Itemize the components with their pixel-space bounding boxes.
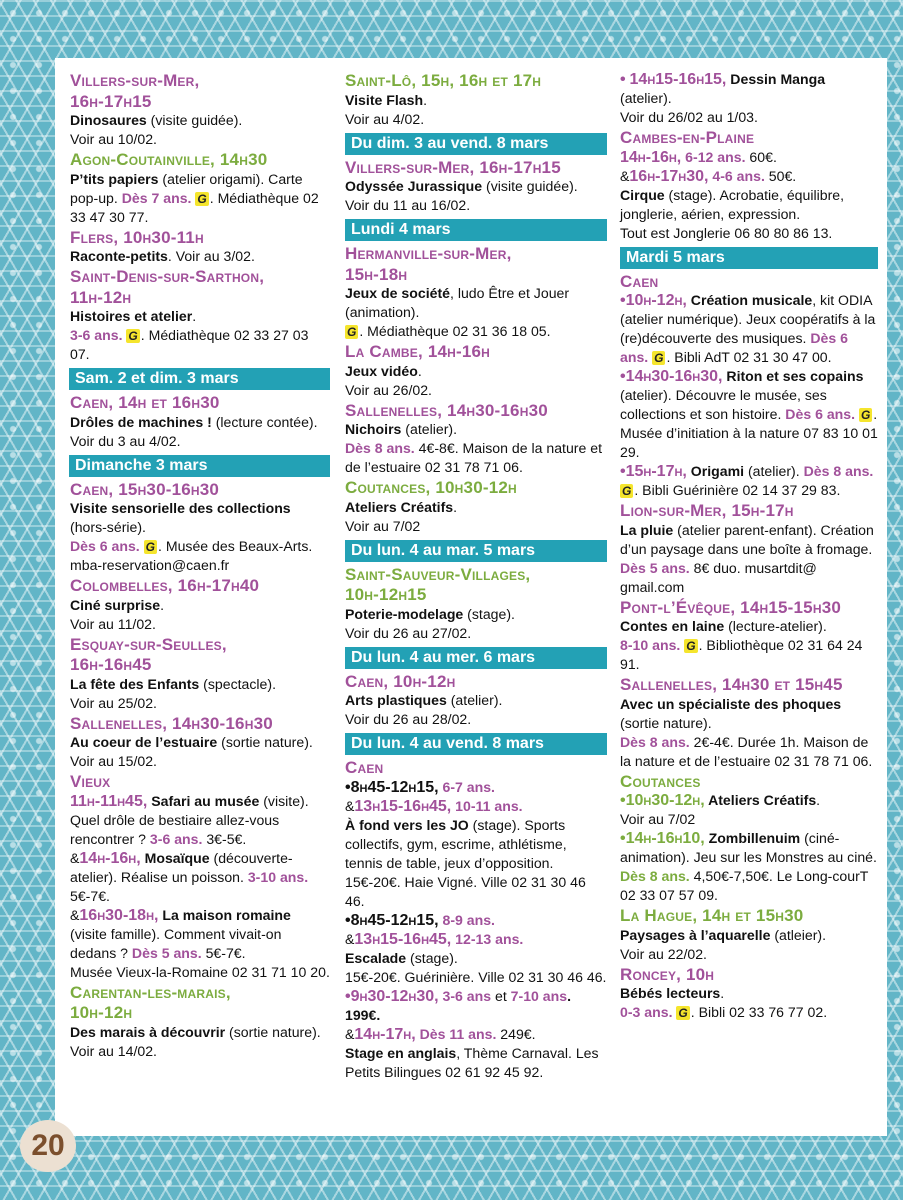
event-description (70, 307, 330, 364)
event-detail: (visite guidée). (482, 178, 578, 194)
event-detail: (spectacle). (199, 675, 276, 692)
ampersand: & (620, 167, 630, 184)
event-title: Drôles de machines ! (70, 413, 212, 430)
event-title: Bébés lecteurs (620, 985, 721, 1001)
bullet: • (620, 292, 626, 309)
column-2 (345, 70, 607, 1082)
age-badge: 3-6 ans. (149, 830, 203, 847)
bullet: • (345, 987, 351, 1005)
event-location: Sallenelles, 14h30-16h30 (70, 713, 273, 733)
event-description (70, 413, 330, 432)
event-detail: (lecture contée). (211, 413, 318, 430)
event-title: Jeux vidéo (345, 362, 418, 379)
age-badge: Dès 11 ans. (415, 1025, 497, 1042)
event-title: Contes en laine (620, 618, 725, 634)
event-title: La maison romaine (162, 906, 291, 923)
event-time: 10h-12h (70, 1003, 133, 1022)
event-location: Saint-Denis-sur-Sarthon, (70, 267, 265, 286)
event-location: Flers, 10h30-11h (70, 227, 204, 247)
event-title: Poterie-modelage (345, 605, 464, 622)
event-detail: , kit ODIA (atelier numérique). Jeux coopératifs à la (re)découverte des musiques. (620, 292, 876, 346)
event-detail: (atelier). (446, 692, 503, 708)
event-location: Caen, 14h et 16h30 (70, 393, 220, 412)
event-note: Voir du 3 au 4/02. (70, 432, 181, 449)
session-time: 14h-16h, (79, 849, 141, 867)
free-g-badge: G (686, 639, 696, 653)
ampersand: & (345, 797, 355, 814)
age-badge: Dès 6 ans. (620, 330, 848, 365)
event-price: 249€. (496, 1025, 536, 1042)
event-title: Cirque (620, 186, 665, 203)
page-sheet (55, 58, 887, 1136)
event-title: Dessin Manga (726, 71, 826, 87)
event-detail: , ludo Être et Jouer (animation). (345, 285, 570, 320)
event-time: 15h-18h (345, 264, 408, 284)
event-info: . Musée des Beaux-Arts. mba-reservation@caen.fr (70, 538, 313, 573)
event-info-line (620, 1003, 878, 1022)
event-description (620, 521, 878, 597)
event-description (345, 605, 607, 624)
free-g-badge: G (347, 325, 357, 339)
date-banner: Du lun. 4 au vend. 8 mars (345, 733, 607, 755)
event-title: Ateliers Créatifs (704, 792, 817, 808)
event-time: 16h-16h45 (70, 655, 152, 674)
event-detail: (atelier). Découvre le musée, ses collections et son histoire. (620, 387, 827, 422)
bullet: • (620, 830, 626, 847)
free-g-badge: G (128, 329, 138, 343)
event-location: Caen, 10h-12h (345, 671, 456, 691)
event-title: Odyssée Jurassique (345, 178, 483, 194)
age-badge: 8-10 ans. (620, 637, 681, 653)
age-badge: Dès 8 ans. (803, 463, 874, 479)
page-number: 20 (20, 1120, 76, 1172)
event-info: . Voir au 3/02. (167, 248, 255, 264)
event-title: Paysages à l’aquarelle (620, 926, 771, 943)
event-info: . Bibli 02 33 76 77 02. (690, 1004, 828, 1020)
age-badge: Dès 5 ans. (620, 559, 690, 576)
event-title: Zombillenuim (704, 830, 801, 846)
ampersand: & (70, 849, 80, 866)
event-title: Escalade (345, 949, 407, 966)
age-badge: 4-6 ans. (708, 167, 765, 184)
event-info: . Musée d’initiation à la nature 07 83 10 01 29. (620, 406, 878, 460)
event-description (70, 596, 330, 615)
event-location: Caen, 15h30-16h30 (70, 479, 220, 499)
event-title: Visite sensorielle des collections (70, 500, 291, 516)
event-location: Caen (620, 271, 659, 291)
event-title: Visite Flash (345, 91, 424, 108)
free-g-badge: G (860, 408, 871, 422)
event-location: Cambes-en-Plaine (620, 128, 755, 147)
event-info: . (417, 362, 422, 379)
event-punct: . (192, 308, 197, 324)
event-title: Mosaïque (144, 849, 210, 866)
event-session (620, 148, 878, 167)
event-location: Caen (345, 758, 384, 777)
event-info: . Bibli AdT 02 31 30 47 00. (666, 349, 832, 365)
session-time: 14h-16h10, (625, 830, 705, 847)
event-location: Saint-Sauveur-Villages, (345, 564, 531, 584)
event-title: Arts plastiques (345, 692, 447, 708)
event-info: Tout est Jonglerie 06 80 80 86 13. (620, 224, 833, 241)
event-note: Voir du 26/02 au 1/03. (620, 109, 758, 125)
event-session (620, 462, 878, 500)
date-banner: Sam. 2 et dim. 3 mars (69, 368, 330, 390)
session-time: 8h45-12h15, (350, 778, 439, 796)
event-time: 10h-12h15 (345, 585, 427, 604)
free-g-badge: G (145, 540, 155, 554)
session-time: 13h15-16h45, (354, 797, 452, 815)
event-detail: (stage). Sports collectifs, gym, escrime, athlétisme, tennis de table, jeux d’opposition. 15€-20€. Haie Vigné. Ville 02 31 30 46 46. (345, 816, 586, 909)
event-location: Vieux (70, 772, 111, 791)
age-badge: Dès 8 ans. (620, 733, 690, 750)
event-location: Villers-sur-Mer, (70, 71, 200, 90)
event-description (70, 733, 330, 771)
event-info: . Médiathèque 02 33 47 30 77. (70, 189, 319, 225)
free-g-badge: G (197, 191, 207, 206)
event-note: Voir au 11/02. (70, 615, 156, 632)
date-banner: Mardi 5 mars (620, 247, 878, 269)
event-note: Voir au 7/02 (620, 811, 696, 827)
event-session (345, 778, 607, 797)
date-banner: Dimanche 3 mars (69, 455, 330, 477)
age-badge: Dès 6 ans. (70, 538, 140, 554)
ampersand: & (345, 1025, 355, 1042)
session-time: 14h-16h, (620, 148, 682, 166)
event-title: Safari au musée (151, 792, 260, 809)
event-info: 15€-20€. Guérinière. Ville 02 31 30 46 46. (345, 968, 607, 985)
ampersand: & (70, 906, 80, 923)
event-time: 11h-12h (70, 287, 132, 307)
event-description (620, 695, 878, 771)
session-time: 13h15-16h45, (354, 930, 452, 948)
event-price: . 199€. (345, 987, 571, 1023)
event-detail: (ciné-animation). Jeu sur les Monstres au ciné. (620, 830, 877, 865)
date-banner: Du lun. 4 au mar. 5 mars (345, 540, 607, 562)
event-detail: (hors-série). (70, 519, 146, 535)
event-location: Saint-Lô, 15h, 16h et 17h (345, 71, 542, 90)
event-location: Sallenelles, 14h30 et 15h45 (620, 675, 843, 694)
session-time: 15h-17h, (625, 463, 687, 480)
session-time: 14h30-16h30, (625, 368, 723, 385)
age-badge: Dès 8 ans. (620, 868, 690, 884)
event-location: Colombelles, 16h-17h40 (70, 576, 260, 595)
date-banner: Lundi 4 mars (345, 219, 607, 241)
bullet: • (345, 911, 351, 929)
event-info: Musée Vieux-la-Romaine 02 31 71 10 20. (70, 963, 330, 980)
event-info: . Bibli Guérinière 02 14 37 29 83. (634, 482, 841, 498)
age-badge: 12-13 ans. (451, 930, 524, 947)
bullet: • (620, 71, 626, 88)
event-detail: (atleier). (770, 926, 827, 943)
age-badge: 8-9 ans. (438, 911, 495, 928)
event-description (70, 247, 330, 266)
event-price: 3€-5€. (202, 830, 247, 847)
event-description (70, 111, 330, 130)
event-session (345, 930, 607, 949)
event-location: La Cambe, 14h-16h (345, 342, 491, 361)
event-session (620, 291, 878, 367)
bullet: • (620, 792, 626, 809)
event-note: Voir du 26 au 28/02. (345, 711, 472, 727)
event-title: Au coeur de l’estuaire (70, 734, 218, 750)
conjunction: et (491, 987, 511, 1004)
free-g-badge: G (678, 1006, 688, 1020)
event-info: 4,50€-7,50€. Le Long-courT 02 33 07 57 09. (620, 868, 869, 903)
event-detail: (atelier parent-enfant). Création d’un paysage dans une boîte à fromage. (620, 521, 874, 557)
event-location: Lion-sur-Mer, 15h-17h (620, 501, 794, 520)
event-punct: . (720, 985, 725, 1001)
event-detail: (découverte-atelier). Réalise un poisson. (70, 849, 293, 885)
event-detail: (stage). Acrobatie, équilibre, jonglerie, aérien, expression. (620, 186, 845, 222)
age-badge: 10-11 ans. (451, 797, 523, 814)
event-note: Voir au 10/02. (70, 131, 157, 147)
event-location: Pont-l’Évêque, 14h15-15h30 (620, 597, 842, 617)
age-badge: 6-12 ans. (681, 148, 746, 165)
event-detail: (atelier origami). Carte pop-up. (70, 170, 303, 206)
event-description (345, 691, 607, 710)
event-title: Raconte-petits (70, 248, 168, 264)
event-detail: (atelier). (401, 421, 457, 437)
event-note: Voir au 22/02. (620, 945, 707, 962)
age-badge: Dès 7 ans. (121, 189, 192, 206)
event-price: 50€. (764, 167, 797, 184)
event-info: . Médiathèque 02 31 36 18 05. (359, 323, 551, 339)
event-location: Agon-Coutainville, 14h30 (70, 150, 268, 169)
age-badge: 0-3 ans. (620, 1004, 673, 1020)
session-time: 10h30-12h, (625, 792, 705, 809)
event-session (345, 797, 607, 816)
session-time: 11h-11h45, (70, 792, 148, 810)
event-title: Riton et ses copains (722, 368, 864, 384)
event-location: Esquay-sur-Seulles, (70, 634, 227, 654)
event-info: 8€ duo. musartdit@ gmail.com (620, 559, 817, 595)
event-session (345, 987, 607, 1025)
event-description (620, 984, 878, 1003)
event-title: La fête des Enfants (70, 675, 200, 692)
event-description (620, 617, 878, 674)
event-title: Dinosaures (70, 112, 147, 128)
event-session (620, 167, 878, 186)
event-description (70, 675, 330, 694)
event-session (345, 911, 607, 930)
session-time: 14h-17h, (354, 1025, 416, 1043)
bullet: • (620, 463, 626, 480)
event-title: Création musicale (686, 292, 813, 308)
event-title: Stage en anglais (345, 1044, 457, 1061)
event-location: La Hague, 14h et 15h30 (620, 906, 804, 925)
event-note: Voir au 26/02. (345, 381, 432, 398)
free-g-badge: G (622, 484, 632, 498)
event-location: Coutances (620, 771, 701, 791)
event-description (620, 926, 878, 945)
event-detail: (visite guidée). (146, 112, 243, 128)
event-description (70, 1023, 330, 1061)
event-session (70, 906, 330, 963)
age-badge: 3-10 ans. (247, 868, 309, 885)
session-time: 9h30-12h30, (350, 987, 439, 1005)
event-title: Jeux de société (345, 285, 450, 301)
event-description (70, 499, 330, 575)
event-title: Ciné surprise (70, 596, 161, 613)
event-title: Avec un spécialiste des phoques (620, 695, 842, 712)
event-price: 60€. (745, 148, 777, 165)
age-badge: Dès 6 ans. (785, 406, 856, 422)
event-location: Carentan-les-marais, (70, 982, 231, 1002)
free-g-badge: G (654, 351, 664, 365)
event-price: 5€-7€. (201, 944, 246, 961)
event-detail: (lecture-atelier). (724, 618, 827, 634)
session-time: 10h-12h, (625, 292, 687, 309)
age-badge: 6-7 ans. (438, 778, 495, 795)
event-description (345, 949, 607, 968)
event-description (345, 498, 607, 517)
event-session (70, 792, 330, 849)
event-session (620, 829, 878, 905)
event-price: 5€-7€. (70, 887, 110, 904)
event-detail: (atelier). (744, 463, 804, 479)
column-1 (70, 70, 330, 1061)
session-time: 16h30-18h, (79, 906, 159, 924)
event-title: Nichoirs (345, 421, 402, 437)
event-title: Histoires et atelier (70, 308, 193, 324)
event-detail: (visite famille). Comment vivait-on dedans ? (70, 925, 282, 961)
age-badge: 7-10 ans (510, 987, 568, 1004)
event-detail: (atelier). (620, 90, 672, 106)
session-time: 8h45-12h15, (350, 911, 439, 929)
event-title: Ateliers Créatifs (345, 498, 454, 515)
event-note: Voir au 4/02. (345, 110, 425, 127)
event-description (345, 91, 607, 110)
event-session (620, 791, 878, 810)
event-location: Villers-sur-Mer, 16h-17h15 (345, 157, 561, 177)
event-description (345, 362, 607, 381)
age-badge: Dès 5 ans. (131, 944, 202, 961)
event-note: Voir au 25/02. (70, 694, 157, 711)
event-location: Hermanville-sur-Mer, (345, 244, 512, 263)
session-time: 14h15-16h15, (629, 71, 727, 88)
event-note: Voir au 7/02 (345, 517, 421, 534)
event-description (345, 816, 607, 911)
event-detail: (sortie nature). (620, 714, 712, 731)
event-session (620, 70, 878, 89)
event-session (345, 1025, 607, 1044)
event-time: 16h-17h15 (70, 91, 152, 111)
event-session (620, 367, 878, 462)
event-note: Voir du 26 au 27/02. (345, 624, 472, 641)
event-info: . (160, 596, 164, 613)
event-detail: , Thème Carnaval. Les Petits Bilingues 02 61 92 45 92. (345, 1044, 599, 1080)
event-note: Voir du 11 au 16/02. (345, 197, 471, 213)
event-info: 4€-8€. Maison de la nature et de l’estuaire 02 31 78 71 06. (345, 440, 602, 475)
bullet: • (620, 368, 626, 385)
event-title: À fond vers les JO (345, 816, 469, 833)
event-location: Sallenelles, 14h30-16h30 (345, 400, 548, 420)
event-title: Origami (686, 463, 745, 479)
event-description (345, 420, 607, 477)
date-banner: Du lun. 4 au mer. 6 mars (345, 647, 607, 669)
event-info: . Médiathèque 02 33 27 03 07. (70, 327, 309, 362)
event-title: P’tits papiers (70, 170, 159, 187)
event-detail: (sortie nature). Voir au 15/02. (70, 734, 313, 769)
event-detail: (visite). Quel drôle de bestiaire allez-vous rencontrer ? (70, 792, 309, 847)
event-info: . (453, 498, 458, 515)
event-info: . (423, 91, 427, 108)
event-title: La pluie (620, 521, 674, 538)
event-info: . (816, 792, 821, 808)
event-info: 2€-4€. Durée 1h. Maison de la nature et de l’estuaire 02 31 78 71 06. (620, 733, 873, 769)
event-session (70, 849, 330, 906)
event-description (345, 284, 607, 341)
event-title: Des marais à découvrir (70, 1023, 226, 1040)
event-location: Coutances, 10h30-12h (345, 478, 517, 497)
event-detail: (stage). (463, 605, 515, 622)
event-detail: (sortie nature). Voir au 14/02. (70, 1023, 321, 1059)
session-time: 16h-17h30, (629, 167, 709, 185)
age-badge: 3-6 ans (438, 987, 492, 1004)
event-description (345, 177, 607, 196)
date-banner: Du dim. 3 au vend. 8 mars (345, 133, 607, 155)
event-description (70, 170, 330, 227)
column-3 (620, 70, 878, 1022)
age-badge: 3-6 ans. (70, 327, 123, 343)
event-location: Roncey, 10h (620, 964, 715, 984)
bullet: • (345, 778, 351, 796)
event-description (345, 1044, 607, 1082)
event-description (620, 186, 878, 224)
event-detail: (stage). (406, 949, 458, 966)
age-badge: Dès 8 ans. (345, 440, 415, 456)
ampersand: & (345, 930, 355, 947)
event-info: . Bibliothèque 02 31 64 24 91. (620, 637, 863, 672)
